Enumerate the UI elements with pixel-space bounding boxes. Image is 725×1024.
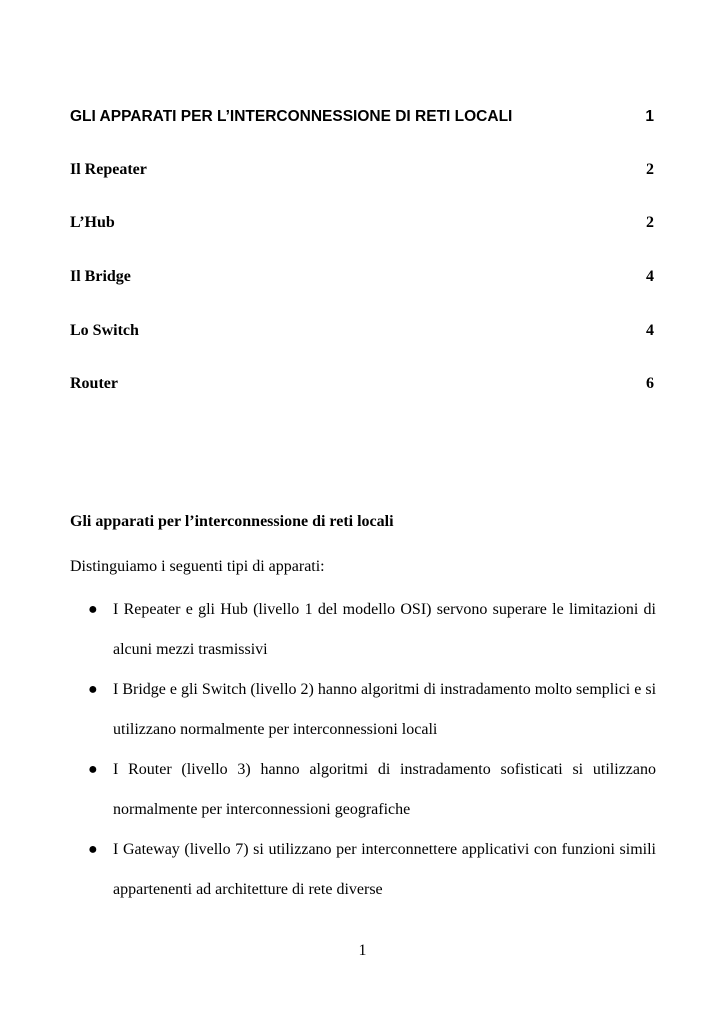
list-item [70, 590, 656, 670]
section-heading: Gli apparati per l’interconnessione di reti locali [70, 513, 394, 530]
bullet-icon: ● [88, 681, 98, 698]
toc-entry-title: L’Hub [70, 214, 115, 231]
toc-entry-page: 2 [646, 214, 654, 231]
toc-entry-repeater[interactable] [70, 161, 654, 179]
list-item-text: I Router (livello 3) hanno algoritmi di instradamento sofisticati si utilizzano normalmente per interconnessioni geografiche [113, 761, 656, 818]
toc-entry-title: Il Bridge [70, 268, 131, 285]
list-item [70, 670, 656, 750]
toc-entry-page: 4 [646, 268, 654, 285]
list-item [70, 830, 656, 910]
toc-entry-page: 4 [646, 322, 654, 339]
toc-entry-page: 1 [645, 108, 654, 125]
toc-entry-title: Il Repeater [70, 161, 147, 178]
list-item-text: I Gateway (livello 7) si utilizzano per interconnettere applicativi con funzioni simili appartenenti ad architetture di rete diverse [113, 841, 656, 898]
toc-entry-hub[interactable] [70, 214, 654, 232]
toc-entry-router[interactable] [70, 375, 654, 393]
bullet-icon: ● [88, 601, 98, 618]
bullet-list [70, 590, 656, 910]
bullet-icon: ● [88, 841, 98, 858]
toc-entry-page: 2 [646, 161, 654, 178]
list-item [70, 750, 656, 830]
list-item-text: I Bridge e gli Switch (livello 2) hanno algoritmi di instradamento molto semplici e si utilizzano normalmente per interconnessioni locali [113, 681, 657, 738]
toc-entry-main[interactable] [70, 108, 654, 126]
toc-entry-title: Router [70, 375, 118, 392]
toc-entry-switch[interactable] [70, 322, 654, 340]
page-number: 1 [358, 942, 367, 959]
toc-entry-bridge[interactable] [70, 268, 654, 286]
list-item-text: I Repeater e gli Hub (livello 1 del modello OSI) servono superare le limitazioni di alcuni mezzi trasmissivi [113, 601, 656, 658]
intro-paragraph: Distinguiamo i seguenti tipi di apparati: [70, 558, 325, 575]
toc-entry-title: Lo Switch [70, 322, 139, 339]
toc-entry-page: 6 [646, 375, 654, 392]
toc-entry-title: GLI APPARATI PER L’INTERCONNESSIONE DI RETI LOCALI [70, 108, 513, 125]
bullet-icon: ● [88, 761, 98, 778]
